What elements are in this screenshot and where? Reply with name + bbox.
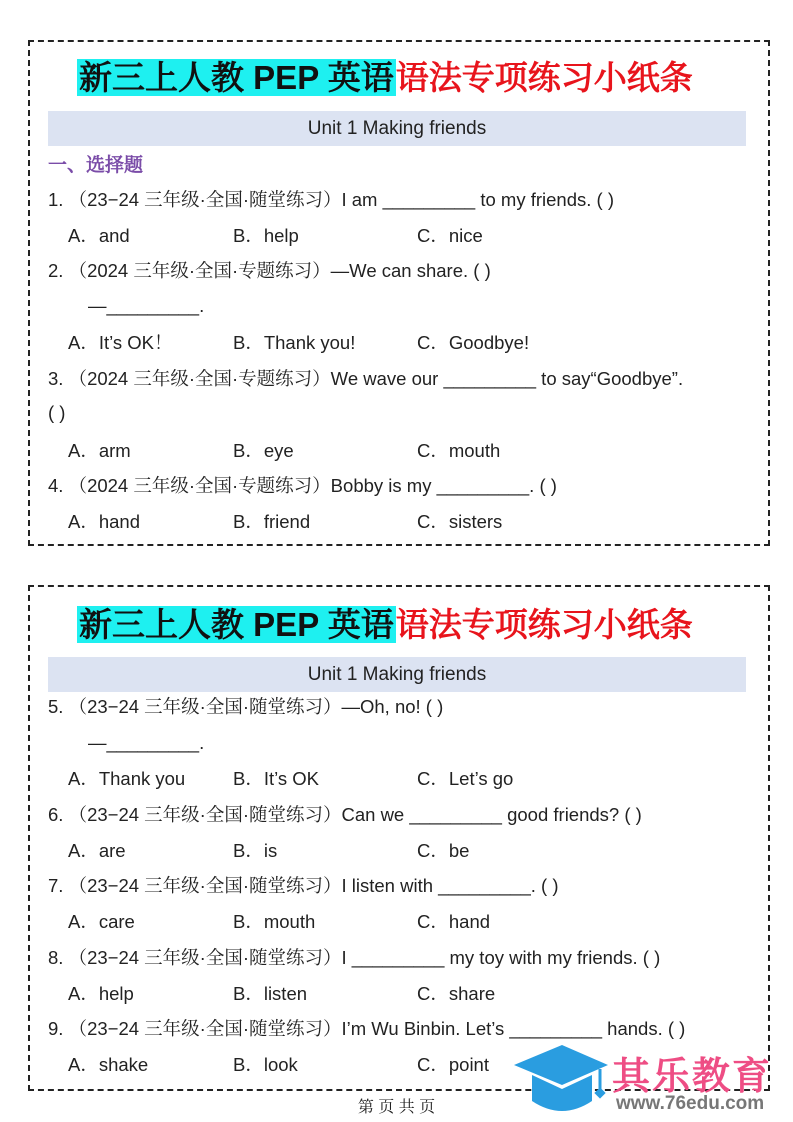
question-8-option-b: B．listen bbox=[233, 983, 308, 1004]
question-8-option-c: C．share bbox=[417, 983, 496, 1004]
graduation-cap-icon bbox=[512, 1043, 612, 1118]
question-5-option-c: C．Let’s go bbox=[417, 768, 514, 789]
question-6-option-c: C．be bbox=[417, 840, 470, 861]
question-9-option-b: B．look bbox=[233, 1054, 298, 1075]
question-2-option-a: A．It’s OK！ bbox=[68, 332, 173, 353]
question-1-stem: 1. （23−24 三年级·全国·随堂练习）I am _________ to my friends. ( ) bbox=[48, 189, 614, 210]
question-4-option-c: C．sisters bbox=[417, 511, 503, 532]
question-5-continuation: —_________. bbox=[88, 732, 205, 753]
question-2-option-c: C．Goodbye! bbox=[417, 332, 530, 353]
unit-banner: Unit 1 Making friends bbox=[48, 657, 746, 692]
title-highlight: 新三上人教 PEP 英语 bbox=[79, 606, 394, 643]
question-9-option-c: C．point bbox=[417, 1054, 489, 1075]
question-5-stem: 5. （23−24 三年级·全国·随堂练习）—Oh, no! ( ) bbox=[48, 696, 444, 717]
question-1-option-a: A．and bbox=[68, 225, 130, 246]
question-6-stem: 6. （23−24 三年级·全国·随堂练习）Can we _________ good friends? ( ) bbox=[48, 804, 642, 825]
question-6-option-a: A．are bbox=[68, 840, 126, 861]
question-9-stem: 9. （23−24 三年级·全国·随堂练习）I’m Wu Binbin. Let’s _________ hands. ( ) bbox=[48, 1018, 686, 1039]
question-4-option-a: A．hand bbox=[68, 511, 140, 532]
question-9-option-a: A．shake bbox=[68, 1054, 149, 1075]
question-2-continuation: —_________. bbox=[88, 295, 205, 316]
question-4-option-b: B．friend bbox=[233, 511, 311, 532]
question-7-option-b: B．mouth bbox=[233, 911, 316, 932]
question-7-option-a: A．care bbox=[68, 911, 135, 932]
question-5-option-a: A．Thank you bbox=[68, 768, 186, 789]
section-heading: 一、选择题 bbox=[48, 155, 144, 176]
title-highlight: 新三上人教 PEP 英语 bbox=[79, 59, 394, 96]
question-7-option-c: C．hand bbox=[417, 911, 491, 932]
strip-title bbox=[77, 596, 693, 654]
question-8-option-a: A．help bbox=[68, 983, 134, 1004]
title-red: 语法专项练习小纸条 bbox=[395, 59, 693, 96]
strip-title bbox=[77, 49, 693, 107]
question-3-option-c: C．mouth bbox=[417, 440, 501, 461]
watermark-url: www.76edu.com bbox=[616, 1093, 765, 1114]
title-red: 语法专项练习小纸条 bbox=[395, 606, 693, 643]
question-3-option-a: A．arm bbox=[68, 440, 131, 461]
unit-banner: Unit 1 Making friends bbox=[48, 111, 746, 146]
question-5-option-b: B．It’s OK bbox=[233, 768, 320, 789]
question-3-stem: 3. （2024 三年级·全国·专题练习）We wave our _________ to say“Goodbye”. bbox=[48, 368, 684, 389]
question-4-stem: 4. （2024 三年级·全国·专题练习）Bobby is my _________. ( ) bbox=[48, 475, 557, 496]
watermark-name: 其乐教育 bbox=[612, 1056, 773, 1098]
question-2-option-b: B．Thank you! bbox=[233, 332, 356, 353]
question-3-continuation: ( ) bbox=[48, 402, 66, 423]
question-3-option-b: B．eye bbox=[233, 440, 294, 461]
question-7-stem: 7. （23−24 三年级·全国·随堂练习）I listen with _________. ( ) bbox=[48, 875, 559, 896]
question-1-option-c: C．nice bbox=[417, 225, 483, 246]
question-1-option-b: B．help bbox=[233, 225, 299, 246]
question-6-option-b: B．is bbox=[233, 840, 278, 861]
question-2-stem: 2. （2024 三年级·全国·专题练习）—We can share. ( ) bbox=[48, 260, 491, 281]
question-8-stem: 8. （23−24 三年级·全国·随堂练习）I _________ my toy with my friends. ( ) bbox=[48, 947, 661, 968]
watermark-logo bbox=[512, 1043, 793, 1118]
page-footer: 第 页 共 页 bbox=[357, 1099, 436, 1116]
